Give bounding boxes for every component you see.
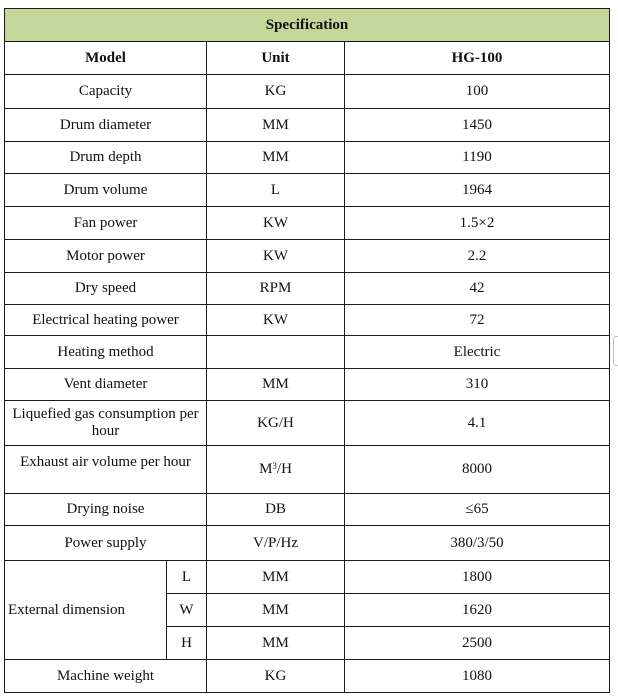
row-value: ≤65 bbox=[345, 494, 610, 526]
row-value: 380/3/50 bbox=[345, 526, 610, 561]
row-unit: MM bbox=[207, 142, 345, 174]
row-unit: KW bbox=[207, 207, 345, 240]
row-value: 2500 bbox=[345, 627, 610, 660]
header-row bbox=[5, 42, 610, 75]
row-label: Drum volume bbox=[5, 174, 207, 207]
row-unit: MM bbox=[207, 369, 345, 401]
table-row bbox=[5, 494, 610, 526]
row-unit: RPM bbox=[207, 273, 345, 305]
table-row bbox=[5, 369, 610, 401]
row-unit: DB bbox=[207, 494, 345, 526]
row-value: 1800 bbox=[345, 561, 610, 594]
row-label: Drum diameter bbox=[5, 109, 207, 142]
row-label: Electrical heating power bbox=[5, 305, 207, 336]
row-unit: MM bbox=[207, 594, 345, 627]
row-label: Drying noise bbox=[5, 494, 207, 526]
dimension-axis: W bbox=[167, 594, 207, 627]
row-value: 1080 bbox=[345, 660, 610, 693]
row-label: Capacity bbox=[5, 75, 207, 109]
row-value: 1620 bbox=[345, 594, 610, 627]
row-value: 1190 bbox=[345, 142, 610, 174]
row-value: 310 bbox=[345, 369, 610, 401]
row-label: Liquefied gas consumption per hour bbox=[5, 401, 207, 446]
row-unit: $M^3/H$ bbox=[207, 446, 345, 494]
table-row bbox=[5, 305, 610, 336]
row-unit: KW bbox=[207, 305, 345, 336]
header-model: Model bbox=[5, 42, 207, 75]
row-value: 4.1 bbox=[345, 401, 610, 446]
table-row bbox=[5, 401, 610, 446]
table-row bbox=[5, 561, 610, 594]
table-row bbox=[5, 526, 610, 561]
row-unit: MM bbox=[207, 627, 345, 660]
row-value: 1964 bbox=[345, 174, 610, 207]
table-row bbox=[5, 660, 610, 693]
row-unit bbox=[207, 336, 345, 369]
row-unit: KW bbox=[207, 240, 345, 273]
table-row bbox=[5, 207, 610, 240]
row-unit: MM bbox=[207, 109, 345, 142]
row-unit: L bbox=[207, 174, 345, 207]
row-label: Power supply bbox=[5, 526, 207, 561]
row-value: 42 bbox=[345, 273, 610, 305]
row-label: Drum depth bbox=[5, 142, 207, 174]
row-unit: KG bbox=[207, 660, 345, 693]
row-value: 100 bbox=[345, 75, 610, 109]
header-unit: Unit bbox=[207, 42, 345, 75]
specification-table bbox=[4, 8, 610, 693]
table-row bbox=[5, 174, 610, 207]
table-row bbox=[5, 240, 610, 273]
table-row bbox=[5, 336, 610, 369]
row-label: Exhaust air volume per hour bbox=[5, 446, 207, 494]
row-unit: MM bbox=[207, 561, 345, 594]
scroll-handle[interactable] bbox=[613, 336, 618, 366]
row-value: 8000 bbox=[345, 446, 610, 494]
row-value: 1450 bbox=[345, 109, 610, 142]
row-unit: V/P/Hz bbox=[207, 526, 345, 561]
row-value: Electric bbox=[345, 336, 610, 369]
row-label: Motor power bbox=[5, 240, 207, 273]
table-row bbox=[5, 273, 610, 305]
row-label: Fan power bbox=[5, 207, 207, 240]
row-unit: KG/H bbox=[207, 401, 345, 446]
row-label: Heating method bbox=[5, 336, 207, 369]
table-title: Specification bbox=[5, 9, 610, 42]
row-label: Machine weight bbox=[5, 660, 207, 693]
table-row bbox=[5, 75, 610, 109]
row-value: 1.5×2 bbox=[345, 207, 610, 240]
row-value: 2.2 bbox=[345, 240, 610, 273]
external-dimension-label: External dimension bbox=[5, 561, 167, 660]
table-row bbox=[5, 446, 610, 494]
table-row bbox=[5, 142, 610, 174]
row-value: 72 bbox=[345, 305, 610, 336]
title-row bbox=[5, 9, 610, 42]
header-model-value: HG-100 bbox=[345, 42, 610, 75]
row-label: Vent diameter bbox=[5, 369, 207, 401]
row-unit: KG bbox=[207, 75, 345, 109]
dimension-axis: H bbox=[167, 627, 207, 660]
table-row bbox=[5, 109, 610, 142]
dimension-axis: L bbox=[167, 561, 207, 594]
row-label: Dry speed bbox=[5, 273, 207, 305]
